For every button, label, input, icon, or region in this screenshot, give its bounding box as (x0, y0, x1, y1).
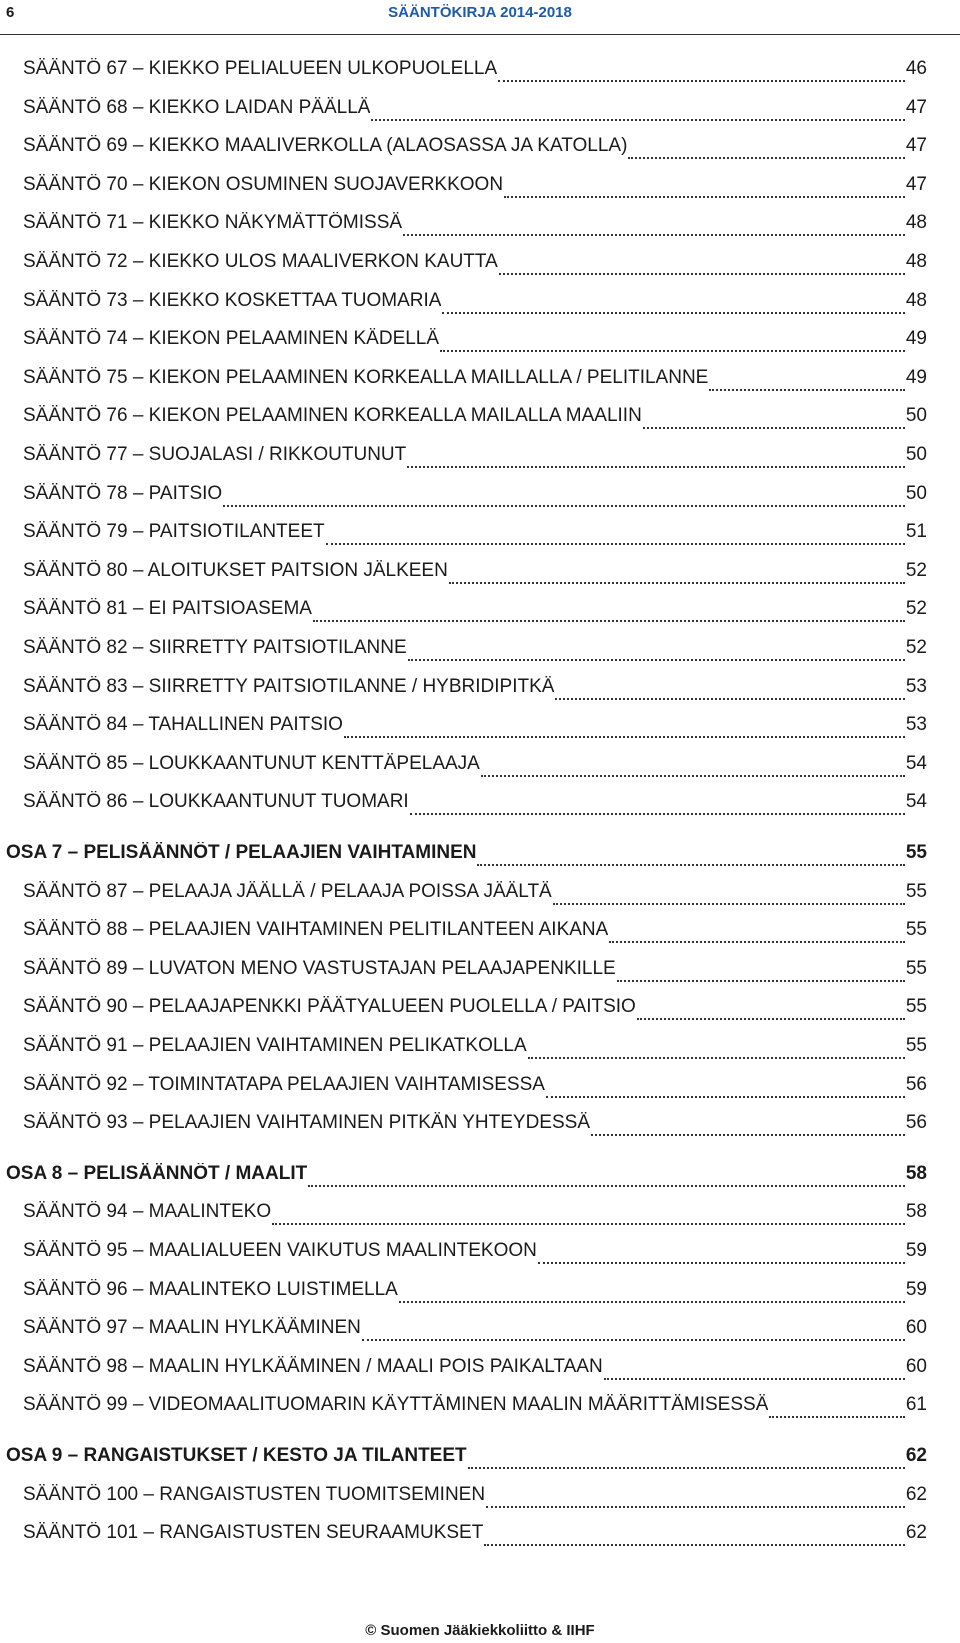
toc-entry[interactable] (23, 996, 927, 1026)
toc-entry-page: 56 (905, 1074, 927, 1095)
toc-entry-title: SÄÄNTÖ 97 – MAALIN HYLKÄÄMINEN (23, 1317, 361, 1338)
dot-leader (528, 1057, 905, 1059)
toc-entry[interactable] (23, 444, 927, 474)
toc-entry-page: 58 (905, 1201, 927, 1222)
dot-leader (499, 273, 905, 275)
toc-entry-page: 61 (905, 1394, 927, 1415)
toc-entry[interactable] (23, 405, 927, 435)
dot-leader (637, 1018, 905, 1020)
toc-entry-page: 50 (905, 444, 927, 465)
toc-entry-title: SÄÄNTÖ 69 – KIEKKO MAALIVERKOLLA (ALAOSASSA JA KATOLLA) (23, 135, 628, 156)
toc-entry-page: 56 (905, 1112, 927, 1133)
toc-entry-page: 55 (905, 1035, 927, 1056)
toc-entry-title: SÄÄNTÖ 72 – KIEKKO ULOS MAALIVERKON KAUTTA (23, 251, 498, 272)
toc-entry-page: 49 (905, 367, 927, 388)
toc-entry[interactable] (23, 212, 927, 242)
toc-entry-title: SÄÄNTÖ 77 – SUOJALASI / RIKKOUTUNUT (23, 444, 407, 465)
dot-leader (408, 659, 905, 661)
dot-leader (371, 119, 904, 121)
toc-entry[interactable] (23, 881, 927, 911)
dot-leader (604, 1378, 905, 1380)
toc-entry-title: SÄÄNTÖ 96 – MAALINTEKO LUISTIMELLA (23, 1279, 398, 1300)
toc-entry[interactable] (23, 791, 927, 821)
dot-leader (498, 80, 905, 82)
toc-entry[interactable] (23, 560, 927, 590)
dot-leader (481, 775, 905, 777)
toc-entry-title: SÄÄNTÖ 80 – ALOITUKSET PAITSION JÄLKEEN (23, 560, 448, 581)
toc-entry-title: SÄÄNTÖ 101 – RANGAISTUSTEN SEURAAMUKSET (23, 1522, 484, 1543)
toc-entry-page: 62 (905, 1522, 927, 1543)
toc-entry-title: OSA 7 – PELISÄÄNNÖT / PELAAJIEN VAIHTAMINEN (6, 842, 477, 863)
toc-entry-page: 47 (905, 97, 927, 118)
toc-entry-page: 59 (905, 1240, 927, 1261)
toc-entry-page: 53 (905, 714, 927, 735)
toc-entry-title: SÄÄNTÖ 70 – KIEKON OSUMINEN SUOJAVERKKOON (23, 174, 504, 195)
dot-leader (477, 864, 904, 866)
toc-entry-page: 55 (905, 958, 927, 979)
toc-entry-title: OSA 9 – RANGAISTUKSET / KESTO JA TILANTEET (6, 1445, 467, 1466)
toc-entry-title: SÄÄNTÖ 87 – PELAAJA JÄÄLLÄ / PELAAJA POISSA JÄÄLTÄ (23, 881, 552, 902)
toc-entry-title: SÄÄNTÖ 76 – KIEKON PELAAMINEN KORKEALLA MAILALLA MAALIIN (23, 405, 642, 426)
dot-leader (591, 1134, 905, 1136)
dot-leader (484, 1544, 905, 1546)
toc-entry[interactable] (23, 1522, 927, 1552)
toc-entry-title: SÄÄNTÖ 85 – LOUKKAANTUNUT KENTTÄPELAAJA (23, 753, 480, 774)
toc-entry-title: SÄÄNTÖ 95 – MAALIALUEEN VAIKUTUS MAALINTEKOON (23, 1240, 537, 1261)
dot-leader (326, 543, 905, 545)
toc-entry-page: 51 (905, 521, 927, 542)
toc-entry-title: OSA 8 – PELISÄÄNNÖT / MAALIT (6, 1163, 308, 1184)
dot-leader (546, 1096, 905, 1098)
toc-entry-title: SÄÄNTÖ 67 – KIEKKO PELIALUEEN ULKOPUOLELLA (23, 58, 498, 79)
toc-entry-page: 60 (905, 1317, 927, 1338)
toc-entry-title: SÄÄNTÖ 82 – SIIRRETTY PAITSIOTILANNE (23, 637, 407, 658)
dot-leader (403, 234, 905, 236)
dot-leader (313, 620, 905, 622)
toc-entry[interactable] (23, 367, 927, 397)
toc-entry-page: 55 (905, 919, 927, 940)
toc-entry[interactable] (23, 1484, 927, 1514)
dot-leader (407, 466, 905, 468)
dot-leader (344, 736, 905, 738)
toc-entry-page: 47 (905, 135, 927, 156)
toc-entry-page: 59 (905, 1279, 927, 1300)
toc-entry-page: 60 (905, 1356, 927, 1377)
toc-entry-title: SÄÄNTÖ 73 – KIEKKO KOSKETTAA TUOMARIA (23, 290, 442, 311)
toc-entry[interactable] (23, 1112, 927, 1142)
toc-entry-page: 48 (905, 212, 927, 233)
toc-entry-title: SÄÄNTÖ 84 – TAHALLINEN PAITSIO (23, 714, 343, 735)
toc-entry-title: SÄÄNTÖ 86 – LOUKKAANTUNUT TUOMARI (23, 791, 409, 812)
toc-entry[interactable] (23, 97, 927, 127)
dot-leader (769, 1416, 904, 1418)
toc-entry[interactable] (23, 676, 927, 706)
dot-leader (553, 903, 905, 905)
toc-entry-page: 55 (905, 842, 927, 863)
dot-leader (628, 157, 904, 159)
dot-leader (555, 698, 904, 700)
toc-entry-page: 52 (905, 637, 927, 658)
toc-part-heading[interactable] (6, 1163, 927, 1193)
toc-entry-page: 53 (905, 676, 927, 697)
toc-entry-title: SÄÄNTÖ 89 – LUVATON MENO VASTUSTAJAN PELAAJAPENKILLE (23, 958, 616, 979)
dot-leader (538, 1262, 905, 1264)
dot-leader (617, 980, 905, 982)
toc-entry[interactable] (23, 1035, 927, 1065)
dot-leader (504, 196, 905, 198)
toc-entry[interactable] (23, 290, 927, 320)
toc-entry-title: SÄÄNTÖ 90 – PELAAJAPENKKI PÄÄTYALUEEN PUOLELLA / PAITSIO (23, 996, 636, 1017)
toc-entry[interactable] (23, 1356, 927, 1386)
page-header (0, 0, 960, 35)
toc-entry-page: 49 (905, 328, 927, 349)
toc-entry[interactable] (23, 1279, 927, 1309)
toc-entry-page: 50 (905, 483, 927, 504)
toc-entry[interactable] (23, 251, 927, 281)
dot-leader (399, 1301, 905, 1303)
toc-entry[interactable] (23, 58, 927, 88)
dot-leader (440, 350, 905, 352)
dot-leader (308, 1185, 905, 1187)
page-number: 6 (6, 4, 15, 21)
toc-entry-title: SÄÄNTÖ 98 – MAALIN HYLKÄÄMINEN / MAALI POIS PAIKALTAAN (23, 1356, 603, 1377)
dot-leader (442, 312, 904, 314)
dot-leader (223, 505, 905, 507)
toc-entry-page: 50 (905, 405, 927, 426)
toc-entry[interactable] (23, 1074, 927, 1104)
toc-entry[interactable] (23, 135, 927, 165)
toc-entry-page: 62 (905, 1484, 927, 1505)
toc-entry[interactable] (23, 328, 927, 358)
toc-entry[interactable] (23, 1201, 927, 1231)
toc-entry[interactable] (23, 174, 927, 204)
toc-entry-title: SÄÄNTÖ 74 – KIEKON PELAAMINEN KÄDELLÄ (23, 328, 440, 349)
toc-entry[interactable] (23, 483, 927, 513)
toc-entry-page: 46 (905, 58, 927, 79)
toc-entry-page: 62 (905, 1445, 927, 1466)
toc-part-heading[interactable] (6, 1445, 927, 1475)
toc-entry-page: 48 (905, 251, 927, 272)
toc-entry-title: SÄÄNTÖ 94 – MAALINTEKO (23, 1201, 272, 1222)
toc-entry-title: SÄÄNTÖ 71 – KIEKKO NÄKYMÄTTÖMISSÄ (23, 212, 403, 233)
toc-entry[interactable] (23, 637, 927, 667)
toc-entry[interactable] (23, 958, 927, 988)
toc-entry-title: SÄÄNTÖ 79 – PAITSIOTILANTEET (23, 521, 325, 542)
page-footer: © Suomen Jääkiekkoliitto & IIHF (365, 1622, 595, 1639)
toc-entry[interactable] (23, 1394, 927, 1424)
toc-entry-page: 52 (905, 560, 927, 581)
dot-leader (486, 1506, 905, 1508)
running-title: SÄÄNTÖKIRJA 2014-2018 (388, 4, 572, 21)
toc-entry-title: SÄÄNTÖ 88 – PELAAJIEN VAIHTAMINEN PELITILANTEEN AIKANA (23, 919, 609, 940)
dot-leader (272, 1223, 905, 1225)
toc-entry-page: 55 (905, 881, 927, 902)
toc-entry-page: 47 (905, 174, 927, 195)
toc-entry[interactable] (23, 919, 927, 949)
toc-entry-title: SÄÄNTÖ 75 – KIEKON PELAAMINEN KORKEALLA MAILLALLA / PELITILANNE (23, 367, 709, 388)
toc-entry-page: 48 (905, 290, 927, 311)
toc-part-heading[interactable] (6, 842, 927, 872)
toc-entry[interactable] (23, 521, 927, 551)
dot-leader (449, 582, 905, 584)
toc-entry-page: 54 (905, 753, 927, 774)
toc-entry-title: SÄÄNTÖ 99 – VIDEOMAALITUOMARIN KÄYTTÄMINEN MAALIN MÄÄRITTÄMISESSÄ (23, 1394, 769, 1415)
toc-entry-title: SÄÄNTÖ 68 – KIEKKO LAIDAN PÄÄLLÄ (23, 97, 371, 118)
toc-entry[interactable] (23, 714, 927, 744)
toc-entry-page: 52 (905, 598, 927, 619)
dot-leader (362, 1339, 905, 1341)
toc-entry[interactable] (23, 753, 927, 783)
dot-leader (468, 1467, 905, 1469)
toc-entry[interactable] (23, 598, 927, 628)
toc-entry-title: SÄÄNTÖ 78 – PAITSIO (23, 483, 223, 504)
toc-entry-title: SÄÄNTÖ 100 – RANGAISTUSTEN TUOMITSEMINEN (23, 1484, 486, 1505)
toc-entry-page: 54 (905, 791, 927, 812)
toc-entry-title: SÄÄNTÖ 93 – PELAAJIEN VAIHTAMINEN PITKÄN YHTEYDESSÄ (23, 1112, 590, 1133)
toc-entry[interactable] (23, 1240, 927, 1270)
dot-leader (410, 813, 905, 815)
dot-leader (643, 427, 905, 429)
toc-entry-title: SÄÄNTÖ 83 – SIIRRETTY PAITSIOTILANNE / HYBRIDIPITKÄ (23, 676, 555, 697)
toc-entry[interactable] (23, 1317, 927, 1347)
toc-entry-title: SÄÄNTÖ 81 – EI PAITSIOASEMA (23, 598, 312, 619)
toc-entry-title: SÄÄNTÖ 92 – TOIMINTATAPA PELAAJIEN VAIHTAMISESSA (23, 1074, 545, 1095)
dot-leader (709, 389, 905, 391)
toc-entry-title: SÄÄNTÖ 91 – PELAAJIEN VAIHTAMINEN PELIKATKOLLA (23, 1035, 527, 1056)
toc-entry-page: 58 (905, 1163, 927, 1184)
toc-entry-page: 55 (905, 996, 927, 1017)
dot-leader (609, 941, 905, 943)
